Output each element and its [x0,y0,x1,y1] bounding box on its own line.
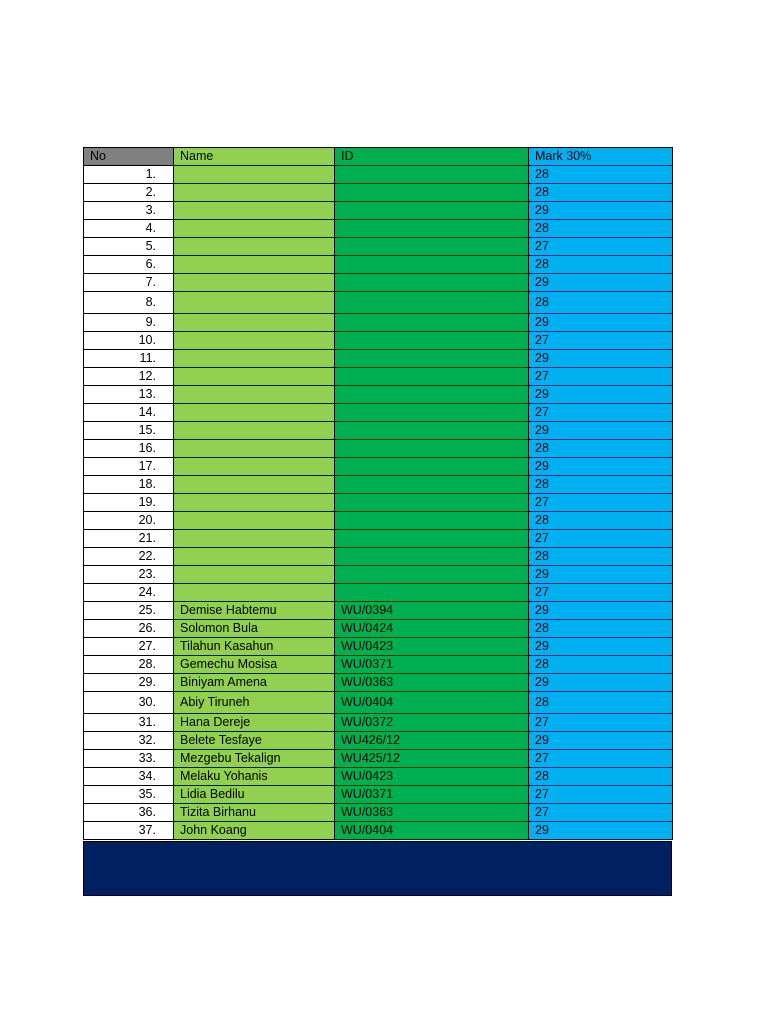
cell-no: 1. [84,166,174,184]
table-row [84,768,673,786]
cell-name [174,584,335,602]
cell-name: Gemechu Mosisa [174,656,335,674]
cell-name [174,274,335,292]
cell-no: 22. [84,548,174,566]
cell-no: 11. [84,350,174,368]
cell-mark: 29 [529,566,673,584]
cell-no: 5. [84,238,174,256]
table-row [84,584,673,602]
cell-name [174,332,335,350]
cell-no: 15. [84,422,174,440]
cell-name: Demise Habtemu [174,602,335,620]
cell-mark: 28 [529,620,673,638]
cell-mark: 28 [529,166,673,184]
cell-name: Abiy Tiruneh [174,692,335,714]
cell-name [174,548,335,566]
table-row [84,368,673,386]
cell-id [335,422,529,440]
cell-mark: 27 [529,238,673,256]
table-body [84,166,673,840]
cell-id: WU/0363 [335,804,529,822]
table-row [84,620,673,638]
cell-mark: 29 [529,422,673,440]
cell-id: WU/0404 [335,692,529,714]
cell-name [174,494,335,512]
table-row [84,350,673,368]
cell-name [174,202,335,220]
cell-id [335,292,529,314]
cell-no: 35. [84,786,174,804]
table-row [84,732,673,750]
cell-id [335,494,529,512]
table-row [84,750,673,768]
cell-mark: 29 [529,202,673,220]
cell-no: 37. [84,822,174,840]
cell-name: Tilahun Kasahun [174,638,335,656]
cell-mark: 28 [529,292,673,314]
cell-mark: 28 [529,512,673,530]
cell-no: 17. [84,458,174,476]
cell-mark: 29 [529,386,673,404]
cell-id [335,458,529,476]
cell-name [174,256,335,274]
cell-no: 27. [84,638,174,656]
cell-name [174,292,335,314]
cell-name: Belete Tesfaye [174,732,335,750]
cell-mark: 28 [529,476,673,494]
table-row [84,220,673,238]
cell-no: 24. [84,584,174,602]
cell-name: Mezgebu Tekalign [174,750,335,768]
cell-no: 14. [84,404,174,422]
cell-no: 12. [84,368,174,386]
table-row [84,714,673,732]
table-row [84,566,673,584]
cell-mark: 27 [529,494,673,512]
cell-no: 26. [84,620,174,638]
cell-no: 9. [84,314,174,332]
cell-name [174,476,335,494]
cell-id [335,512,529,530]
cell-id [335,548,529,566]
table-row [84,602,673,620]
cell-no: 10. [84,332,174,350]
cell-mark: 28 [529,548,673,566]
table-row [84,476,673,494]
cell-id [335,332,529,350]
cell-id [335,256,529,274]
table-row [84,638,673,656]
cell-mark: 27 [529,404,673,422]
cell-id: WU/0394 [335,602,529,620]
table-row [84,804,673,822]
cell-name [174,238,335,256]
cell-id: WU/0371 [335,786,529,804]
table-row [84,692,673,714]
cell-id: WU426/12 [335,732,529,750]
cell-name: John Koang [174,822,335,840]
cell-mark: 28 [529,256,673,274]
cell-name [174,386,335,404]
cell-mark: 27 [529,530,673,548]
cell-id: WU/0423 [335,768,529,786]
cell-id [335,584,529,602]
cell-id [335,530,529,548]
table-row [84,386,673,404]
cell-id [335,566,529,584]
table-row [84,292,673,314]
header-id: ID [335,148,529,166]
cell-mark: 29 [529,822,673,840]
table-row [84,332,673,350]
cell-id [335,274,529,292]
table-row [84,440,673,458]
cell-id: WU425/12 [335,750,529,768]
table-row [84,184,673,202]
cell-no: 28. [84,656,174,674]
cell-id [335,404,529,422]
cell-mark: 27 [529,332,673,350]
table-row [84,202,673,220]
table-row [84,404,673,422]
cell-name: Lidia Bedilu [174,786,335,804]
cell-no: 25. [84,602,174,620]
cell-name [174,220,335,238]
cell-mark: 28 [529,440,673,458]
cell-mark: 29 [529,732,673,750]
table-row [84,422,673,440]
cell-id [335,238,529,256]
table-row [84,656,673,674]
table-row [84,512,673,530]
cell-name [174,440,335,458]
cell-no: 34. [84,768,174,786]
cell-id: WU/0404 [335,822,529,840]
cell-id [335,386,529,404]
table-row [84,314,673,332]
table-row [84,530,673,548]
cell-mark: 29 [529,674,673,692]
cell-id [335,202,529,220]
cell-name [174,404,335,422]
cell-no: 23. [84,566,174,584]
cell-name [174,530,335,548]
table-row [84,786,673,804]
cell-name [174,422,335,440]
header-no: No [84,148,174,166]
cell-mark: 28 [529,768,673,786]
cell-name [174,166,335,184]
table-row [84,256,673,274]
header-name: Name [174,148,335,166]
cell-no: 20. [84,512,174,530]
table-row [84,274,673,292]
cell-id [335,440,529,458]
cell-id: WU/0372 [335,714,529,732]
cell-id [335,184,529,202]
cell-name: Melaku Yohanis [174,768,335,786]
cell-no: 2. [84,184,174,202]
table-row [84,238,673,256]
cell-no: 16. [84,440,174,458]
marks-table [83,147,673,840]
cell-id [335,314,529,332]
cell-name [174,184,335,202]
cell-mark: 29 [529,350,673,368]
header-mark: Mark 30% [529,148,673,166]
cell-name: Hana Dereje [174,714,335,732]
cell-id [335,220,529,238]
cell-name [174,512,335,530]
cell-id [335,350,529,368]
cell-no: 29. [84,674,174,692]
cell-id: WU/0371 [335,656,529,674]
cell-mark: 28 [529,220,673,238]
cell-id: WU/0424 [335,620,529,638]
cell-id [335,166,529,184]
cell-no: 8. [84,292,174,314]
cell-no: 33. [84,750,174,768]
cell-mark: 27 [529,714,673,732]
cell-mark: 29 [529,458,673,476]
cell-name: Tizita Birhanu [174,804,335,822]
cell-no: 4. [84,220,174,238]
table-row [84,548,673,566]
cell-name [174,368,335,386]
cell-name [174,350,335,368]
table-row [84,458,673,476]
table-row [84,494,673,512]
cell-mark: 27 [529,584,673,602]
cell-no: 19. [84,494,174,512]
cell-mark: 27 [529,368,673,386]
cell-mark: 28 [529,692,673,714]
cell-id [335,476,529,494]
cell-no: 30. [84,692,174,714]
cell-mark: 29 [529,602,673,620]
cell-mark: 27 [529,786,673,804]
table-row [84,166,673,184]
cell-mark: 27 [529,750,673,768]
cell-name: Biniyam Amena [174,674,335,692]
cell-mark: 28 [529,184,673,202]
cell-id: WU/0363 [335,674,529,692]
cell-no: 36. [84,804,174,822]
cell-no: 3. [84,202,174,220]
cell-name: Solomon Bula [174,620,335,638]
cell-no: 31. [84,714,174,732]
cell-name [174,566,335,584]
header-row [84,148,673,166]
cell-no: 7. [84,274,174,292]
table-row [84,674,673,692]
footer-band [83,841,672,896]
cell-no: 6. [84,256,174,274]
cell-mark: 27 [529,804,673,822]
cell-mark: 29 [529,274,673,292]
cell-no: 18. [84,476,174,494]
cell-no: 32. [84,732,174,750]
cell-mark: 28 [529,656,673,674]
cell-id [335,368,529,386]
cell-no: 21. [84,530,174,548]
table-row [84,822,673,840]
cell-mark: 29 [529,638,673,656]
cell-mark: 29 [529,314,673,332]
cell-name [174,314,335,332]
cell-name [174,458,335,476]
cell-id: WU/0423 [335,638,529,656]
cell-no: 13. [84,386,174,404]
